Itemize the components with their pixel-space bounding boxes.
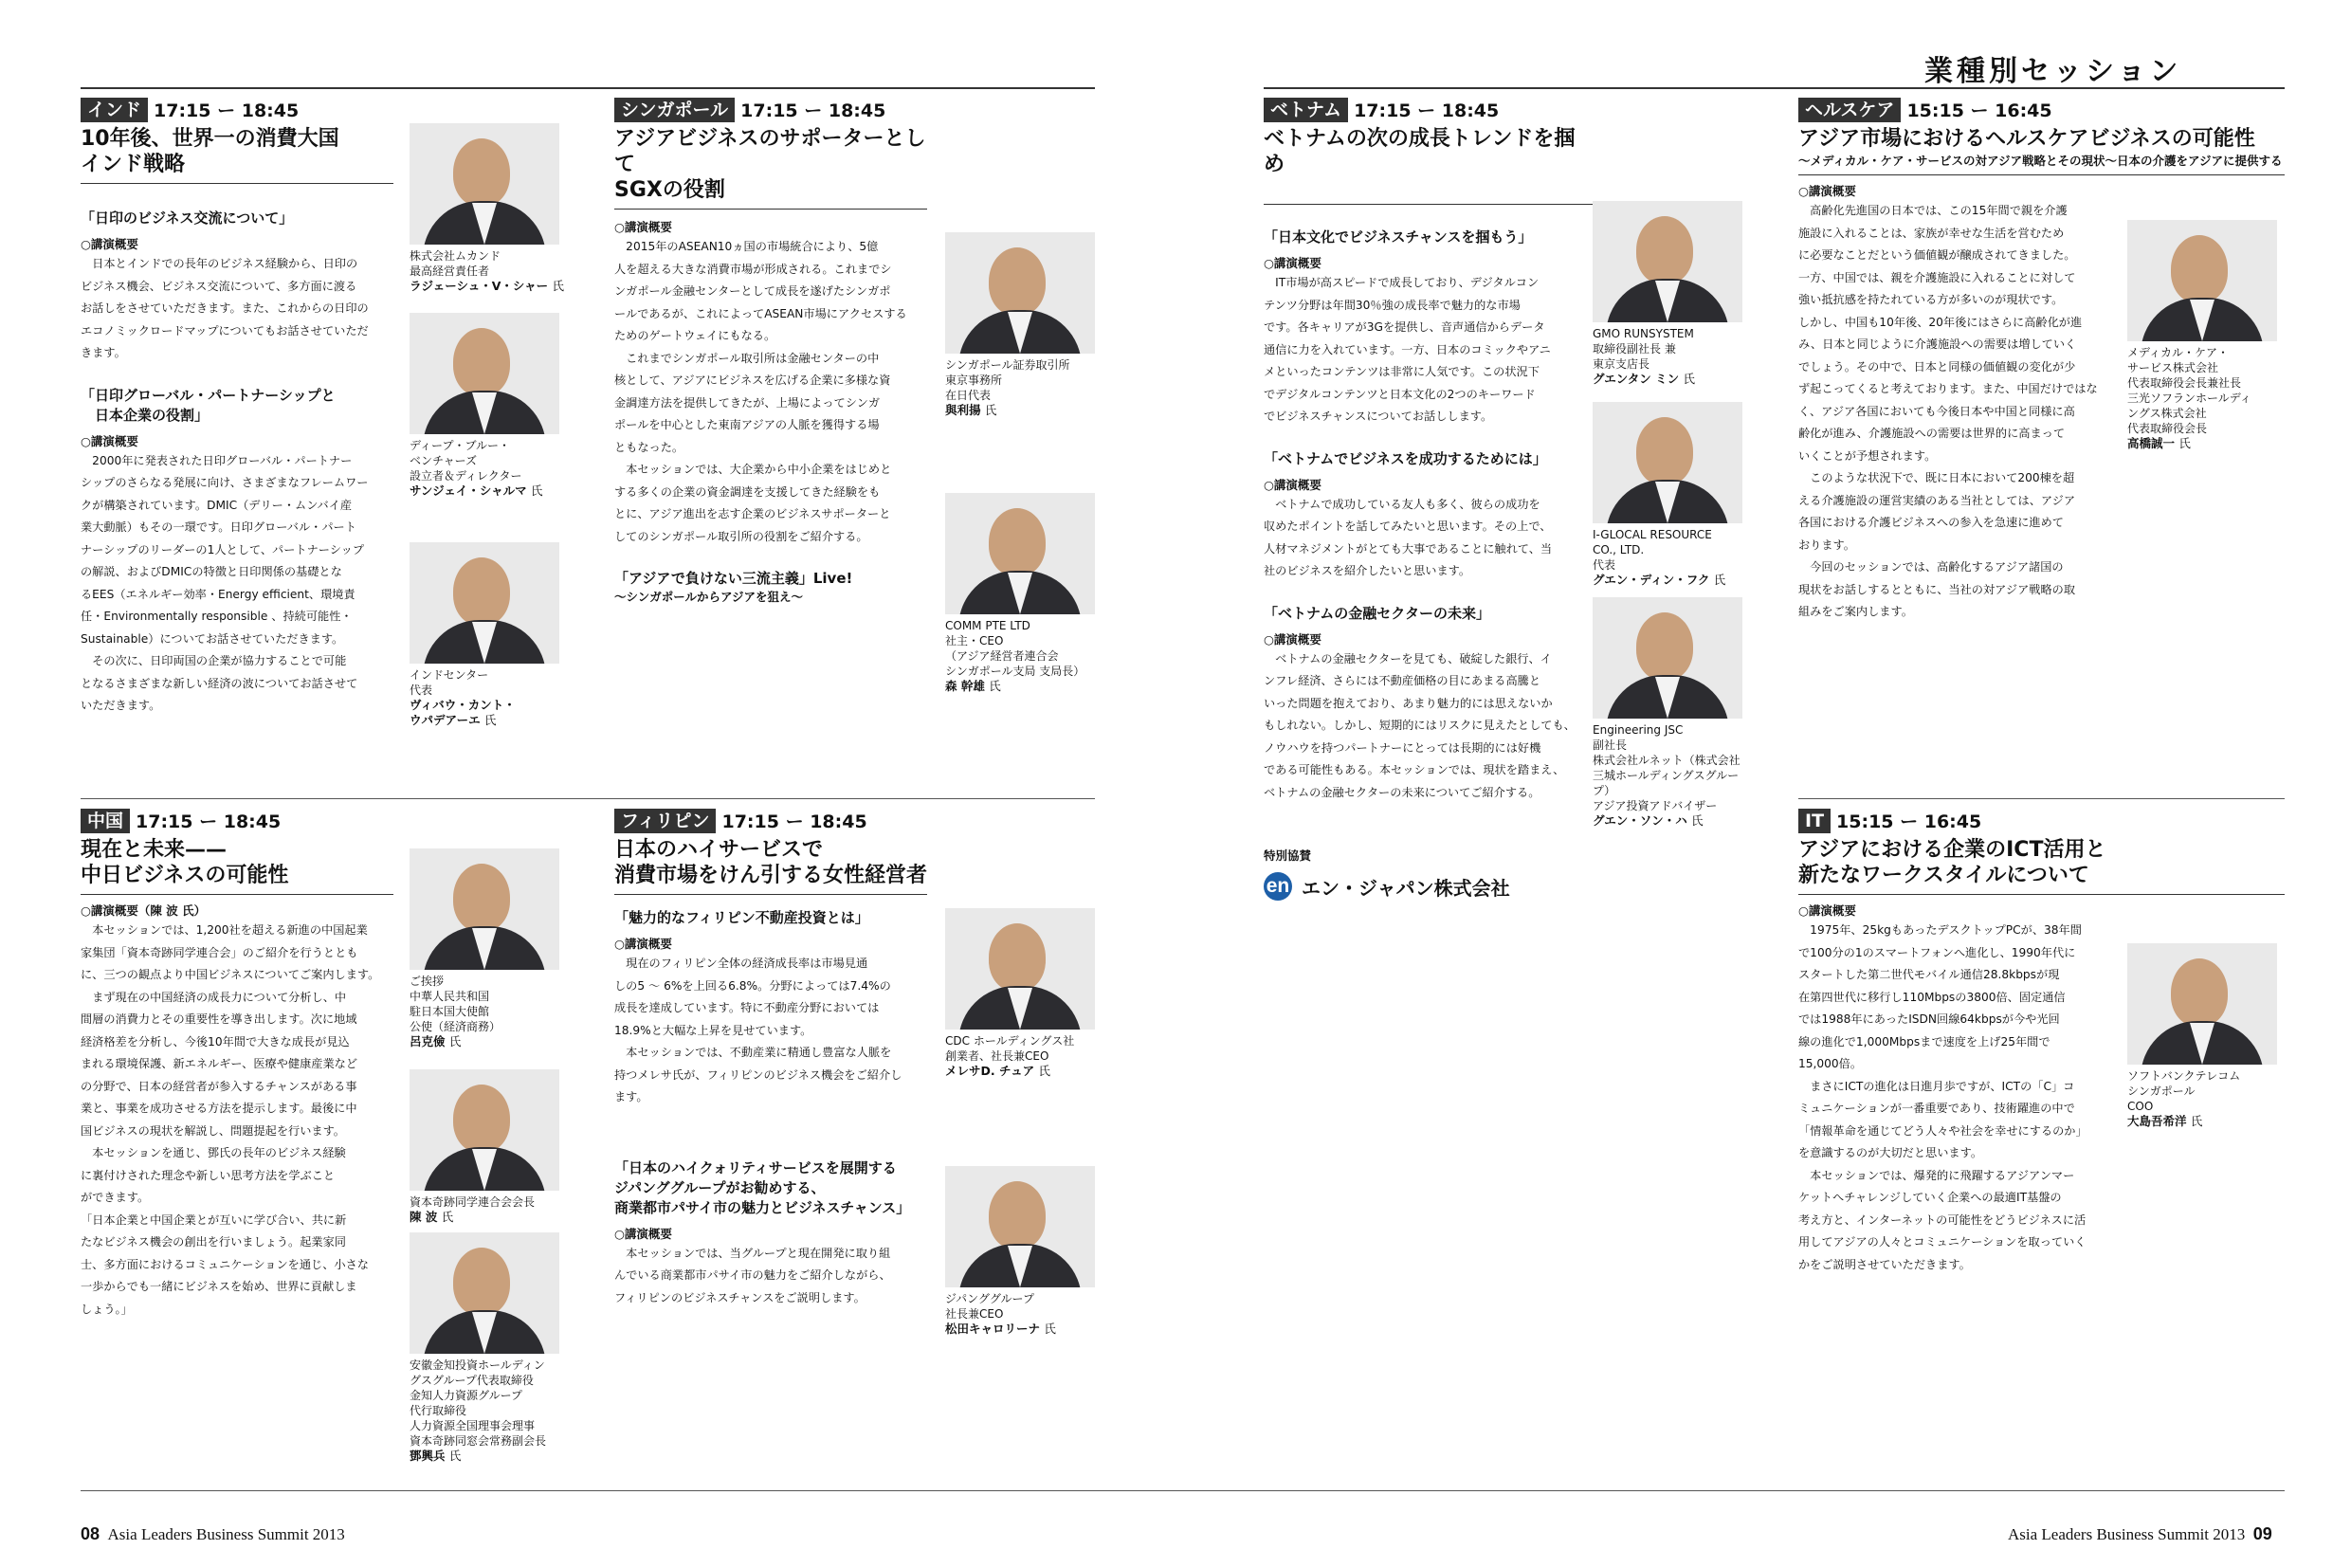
speaker-card [2127, 943, 2288, 1129]
session-time: 17:15 ー 18:45 [721, 811, 867, 832]
session-time: 17:15 ー 18:45 [136, 811, 282, 832]
speaker-affiliation: ご挨拶 中華人民共和国 駐日本国大使館 公使（経済商務） [410, 975, 501, 1033]
speaker-affiliation: 株式会社ムカンド 最高経営責任者 [410, 249, 501, 278]
speaker-photo [945, 1166, 1095, 1287]
talk-text: 1975年、25kgもあったデスクトップPCが、38年間 で100分の1のスマートフォンへ進化し、1990年代に スタートした第二世代モバイル通信28.8kbpsが現 在第四世代に移行し110Mbpsの3800倍、固定通信 では1988年にあったISDN回線64kbpsが今や光回 線の進化で1,000Mbpsまで速度を上げ25年間で 15,000倍。 まさにICTの進化は日進月歩ですが、ICTの「C」コ ミュニケーションが一番重要であり、技術躍進の中で 「情報革命を通じてどう人々や社会を幸せにするのか」 を意識するのが大切だと思います。 本セッションでは、爆発的に飛躍するアジアンマー ケットへチャレンジしていく企業への最適IT基盤の 考え方と、インターネットの可能性をどうビジネスに活 用してアジアの人々とコミュニケーションを取っていく かをご説明させていただきます。 [1798, 923, 2087, 1271]
speaker-name: 松田キャロリーナ [945, 1322, 1041, 1336]
talk-text: 2015年のASEAN10ヵ国の市場統合により、5億 人を超える大きな消費市場が形成される。これまでシ ンガポール金融センターとして成長を遂げたシンガポ ールであるが、これによってASEAN市場にアクセスする ためのゲートウェイにもなる。 これまでシンガポール取引所は金融センターの中 核として、アジアにビジネスを広げる企業に多様な資 金調達方法を提供してきたが、上場によってシンガ ポールを中心とした東南アジアの人脈を獲得する場 ともなった。 本セッションでは、大企業から中小企業をはじめと する多くの企業の資金調達を支援してきた経験をも とに、アジア進出を志す企業のビジネスサポーターと してのシンガポール取引所の役割をご紹介する。 [614, 240, 907, 543]
bottom-rule-right [1798, 1490, 2285, 1491]
session-tag: IT [1798, 809, 1831, 833]
speaker-name: ヴィバウ・カント・ ウパデアーエ [410, 698, 516, 727]
session-time: 17:15 ー 18:45 [740, 100, 886, 121]
speaker-affiliation: COMM PTE LTD 社主・CEO （アジア経営者連合会 シンガポール支局 支局長） [945, 619, 1085, 678]
talk-text: 高齢化先進国の日本では、この15年間で親を介護 施設に入れることは、家族が幸せな生活を営むため に必要なことだという価値観が醸成されてきました。 一方、中国では、親を介護施設に入れることに対して 強い抵抗感を持たれている方が多いのが現状です。 しかし、中国も10年後、20年後にはさらに高齢化が進 み、日本と同じように介護施設への需要は増していく でしょう。その中で、日本と同様の価値観の変化が少 ず起こってくると考えております。また、中国だけではな く、アジア各国においても今後日本や中国と同様に高 齢化が進み、介護施設への需要は世界的に高まって いくことが予想されます。 このような状況下で、既に日本において200棟を超 える介護施設の運営実績のある当社としては、アジア 各国における介護ビジネスへの参入を急速に進めて おります。 今回のセッションでは、高齢化するアジア諸国の 現状をお話しするとともに、当社の対アジア戦略の取 組みをご案内します。 [1798, 204, 2098, 618]
session-china [81, 808, 393, 1321]
speaker-photo [410, 313, 559, 434]
speaker-affiliation: GMO RUNSYSTEM 取締役副社長 兼 東京支店長 [1593, 327, 1694, 371]
speaker-card [410, 848, 571, 1049]
speaker-name: サンジェイ・シャルマ [410, 483, 527, 498]
talk-label: ○講演概要 [1798, 184, 1856, 198]
speaker-card [945, 1166, 1106, 1337]
talk-text: 日本とインドでの長年のビジネス経験から、日印の ビジネス機会、ビジネス交流について、多方面に渡る お話しをさせていただきます。また、これからの日印の エコノミックロードマップについてもお話させていただ きます。 [81, 257, 369, 359]
talk-label: ○講演概要 [1264, 631, 1321, 647]
speaker-card [1593, 597, 1754, 829]
speaker-affiliation: CDC ホールディングス社 創業者、社長兼CEO [945, 1034, 1075, 1063]
session-philippines [614, 808, 927, 1309]
speaker-photo [410, 1069, 559, 1191]
session-time: 15:15 ー 16:45 [1836, 811, 1982, 832]
speaker-honorific: 氏 [1683, 372, 1695, 386]
talk-text: ベトナムの金融セクターを見ても、破綻した銀行、イ ンフレ経済、さらには不動産価格の目にあまる高騰と いった問題を抱えており、あまり魅力的には思えないか もしれない。しかし、短期的にはリスクに見えたとしても、 ノウハウを持つパートナーにとっては長期的には好機 である可能性もある。本セッションでは、現状を踏まえ、 ベトナムの金融セクターの未来についてご紹介する。 [1264, 651, 1576, 799]
session-title: 現在と未来—— 中日ビジネスの可能性 [81, 838, 289, 887]
speaker-photo [410, 848, 559, 970]
title-underline [1798, 894, 2285, 895]
speaker-photo [410, 542, 559, 664]
speaker-honorific: 氏 [1691, 813, 1704, 828]
speaker-card [410, 313, 571, 499]
en-logo-icon [1264, 872, 1294, 901]
speaker-name: グエンタン ミン [1593, 372, 1680, 386]
speaker-photo [1593, 402, 1742, 523]
speaker-affiliation: 資本奇跡同学連合会会長 [410, 1195, 536, 1209]
speaker-card [1593, 402, 1754, 588]
session-title: 10年後、世界一の消費大国 インド戦略 [81, 127, 339, 176]
speaker-honorific: 氏 [1044, 1322, 1056, 1336]
footer-title-right: Asia Leaders Business Summit 2013 [2008, 1525, 2246, 1543]
speaker-affiliation: 安徽金知投資ホールディン グスグループ代表取締役 金知人力資源グループ 代行取締役 人力資源全国理事会理事 資本奇跡同窓会常務副会長 [410, 1358, 547, 1448]
speaker-card [410, 1069, 571, 1225]
speaker-affiliation: ソフトバンクテレコム シンガポール COO [2127, 1069, 2241, 1113]
speaker-photo [945, 232, 1095, 354]
speaker-card [410, 1232, 575, 1464]
speaker-affiliation: ディープ・ブルー・ ベンチャーズ 設立者＆ディレクター [410, 439, 522, 483]
session-subtitle: 〜メディカル・ケア・サービスの対アジア戦略とその現状〜日本の介護をアジアに提供する [1798, 154, 2283, 168]
speaker-photo [1593, 597, 1742, 719]
session-singapore [614, 97, 927, 606]
speaker-photo [2127, 220, 2277, 341]
speaker-honorific: 氏 [2190, 1114, 2203, 1128]
speaker-affiliation: インドセンター 代表 [410, 668, 489, 697]
speaker-name: 鄧興兵 [410, 1449, 446, 1463]
speaker-honorific: 氏 [984, 403, 997, 417]
speaker-affiliation: シンガポール証券取引所 東京事務所 在日代表 [945, 358, 1070, 402]
title-underline [614, 894, 927, 895]
session-body [81, 903, 393, 1321]
session-body [1798, 903, 2111, 1276]
talk-text: 本セッションでは、1,200社を超える新進の中国起業 家集団「資本奇跡同学連合会」のご紹介を行うととも に、三つの観点より中国ビジネスについてご案内します。 まず現在の中国経済の成長力について分析し、中 間層の消費力とその重要性を導き出します。次に地域 経済格差を分析し、今後10年間で大きな成長が見込 まれる環境保護、新エネルギー、医療や健康産業など の分野で、日本の経営者が参入するチャンスがある事 業と、事業を成功させる方法を提示します。最後に中 国ビジネスの現状を解説し、問題提起を行います。 本セッションを通じ、鄧氏の長年のビジネス経験 に裏付けされた理念や新しい思考方法を学ぶこと ができます。 「日本企業と中国企業とが互いに学び合い、共に新 たなビジネス機会の創出を行いましょう。起業家同 士、多方面におけるコミュニケーションを通じ、小さな 一歩からでも一緒にビジネスを始め、世界に貢献しま しょう。」 [81, 923, 380, 1316]
talk-text: 現在のフィリピン全体の経済成長率は市場見通 しの5 〜 6%を上回る6.8%。分野によっては7.4%の 成長を達成しています。特に不動産分野においては 18.9%と大幅な上昇を見せています。 本セッションでは、不動産業に精通し豊富な人脈を 持つメレサ氏が、フィリピンのビジネス機会をご紹介し ます。 [614, 957, 902, 1103]
sponsor-logo [1264, 872, 1510, 901]
speaker-affiliation: Engineering JSC 副社長 株式会社ルネット（株式会社 三城ホールディングスグループ） アジア投資アドバイザー [1593, 723, 1740, 812]
session-tag: フィリピン [614, 809, 716, 833]
session-title: アジア市場におけるヘルスケアビジネスの可能性 [1798, 127, 2255, 151]
talk-label: ○講演概要 [81, 433, 138, 448]
speaker-card [410, 123, 571, 294]
talk-label: ○講演概要 [614, 937, 672, 951]
title-underline [81, 894, 393, 895]
speaker-photo [1593, 201, 1742, 322]
session-title: アジアビジネスのサポーターとして SGXの役割 [614, 127, 926, 202]
speaker-name: 呂克儉 [410, 1034, 446, 1048]
footer-title-left: Asia Leaders Business Summit 2013 [107, 1525, 345, 1543]
speaker-name: 高橋誠一 [2127, 436, 2176, 450]
speaker-honorific: 氏 [441, 1210, 454, 1224]
session-tag: シンガポール [614, 98, 735, 122]
talk-heading: 「ベトナムでビジネスを成功するためには」 [1264, 449, 1547, 467]
session-tag: 中国 [81, 809, 130, 833]
top-rule-left [81, 87, 1095, 89]
title-underline [81, 183, 393, 184]
session-title: 日本のハイサービスで 消費市場をけん引する女性経営者 [614, 838, 928, 887]
page-number-right: 09 [2252, 1524, 2272, 1543]
speaker-photo [2127, 943, 2277, 1065]
middle-rule-left [81, 798, 1095, 799]
speaker-name: 與利揚 [945, 403, 981, 417]
speaker-honorific: 氏 [1713, 573, 1726, 587]
sponsor-name: エン・ジャパン株式会社 [1302, 876, 1510, 900]
speaker-honorific: 氏 [1038, 1064, 1050, 1078]
title-underline [1798, 174, 2285, 175]
session-body [81, 209, 393, 718]
session-time: 15:15 ー 16:45 [1906, 100, 2052, 121]
page-number-left: 08 [81, 1524, 100, 1543]
speaker-honorific: 氏 [484, 713, 497, 727]
speaker-affiliation: ジパンググループ 社長兼CEO [945, 1292, 1034, 1321]
talk-text: 2000年に発表された日印グローバル・パートナー シップのさらなる発展に向け、さまざまなフレームワー クが構築されています。DMIC（デリー・ムンバイ産 業大動脈）もその一環です。日印グローバル・パート ナーシップのリーダーの1人として、パートナーシップ の解説、およびDMICの特徴と日印関係の基礎とな るEES（エネルギー効率・Energy efficient、環境責 任・Environmentally responsible 、持続可能性・ Sustainable）についてお話させていただきます。 その次に、日印両国の企業が協力することで可能 となるさまざまな新しい経済の波についてお話させて いただきます。 [81, 453, 369, 712]
session-tag: ベトナム [1264, 98, 1348, 122]
session-tag: インド [81, 98, 148, 122]
speaker-name: 大島吾希洋 [2127, 1114, 2187, 1128]
talk-heading: 「アジアで負けない三流主義」Live! [614, 570, 853, 587]
speaker-photo [945, 493, 1095, 614]
speaker-name: メレサD. チュア [945, 1064, 1035, 1078]
page-heading: 業種別セッション [1924, 55, 2182, 88]
talk-text: IT市場が高スピードで成長しており、デジタルコン テンツ分野は年間30％強の成長率で魅力的な市場 です。各キャリアが3Gを提供し、音声通信からデータ 通信に力を入れています。一方、日本のコミックやアニ メといったコンテンツは非常に人気です。この状況下 でデジタルコンテンツと日本文化の2つのキーワード でビジネスチャンスについてお話しします。 [1264, 276, 1551, 423]
middle-rule-right [1798, 798, 2285, 799]
talk-heading: 「ベトナムの金融セクターの未来」 [1264, 604, 1490, 622]
speaker-honorific: 氏 [552, 279, 565, 293]
speaker-photo [410, 123, 559, 245]
talk-heading: 「日印のビジネス交流について」 [81, 210, 294, 227]
session-body [614, 908, 927, 1309]
speaker-name: ラジェーシュ・V・シャー [410, 279, 549, 293]
session-body [614, 219, 927, 606]
speaker-card [410, 542, 571, 728]
session-body [1798, 183, 2111, 624]
talk-label: ○講演概要 [81, 237, 138, 251]
session-title: アジアにおける企業のICT活用と 新たなワークスタイルについて [1798, 838, 2106, 887]
speaker-card [945, 908, 1106, 1079]
speaker-card [945, 232, 1106, 418]
top-rule-right [1264, 87, 1813, 89]
speaker-affiliation: メディカル・ケア・ サービス株式会社 代表取締役会長兼社長 三光ソフランホールディ ングス株式会社 代表取締役会長 [2127, 346, 2251, 435]
talk-heading: 「日印グローバル・パートナーシップと 日本企業の役割」 [81, 386, 336, 424]
speaker-name: 陳 波 [410, 1210, 438, 1224]
session-time: 17:15 ー 18:45 [1354, 100, 1500, 121]
session-tag: ヘルスケア [1798, 98, 1901, 122]
speaker-photo [945, 908, 1095, 1030]
talk-heading: 「日本のハイクォリティサービスを展開する ジパンググループがお勧めする、 商業都市パサイ市の魅力とビジネスチャンス」 [614, 1158, 911, 1216]
talk-label: ○講演概要 [1798, 903, 1856, 918]
footer-left [81, 1524, 345, 1544]
speaker-honorific: 氏 [448, 1034, 462, 1048]
speaker-honorific: 氏 [530, 483, 543, 498]
speaker-name: 森 幹雄 [945, 679, 985, 693]
speaker-card [1593, 201, 1754, 387]
speaker-honorific: 氏 [989, 679, 1001, 693]
speaker-honorific: 氏 [448, 1449, 462, 1463]
session-vietnam [1264, 97, 1576, 804]
talk-label: ○講演概要 [1264, 477, 1321, 492]
en-logo-letters: en [1264, 872, 1292, 901]
talk-heading: 「日本文化でビジネスチャンスを掴もう」 [1264, 228, 1533, 246]
session-body [1264, 228, 1576, 804]
bottom-rule-left [81, 1490, 1820, 1491]
talk-text: ベトナムで成功している友人も多く、彼らの成功を 収めたポイントを話してみたいと思います。その上で、 人材マネジメントがとても大事であることに触れて、当 社のビジネスを紹介したいと思います。 [1264, 497, 1553, 577]
speaker-name: グエン・ソン・ハ [1593, 813, 1687, 828]
talk-heading: 「魅力的なフィリピン不動産投資とは」 [614, 909, 869, 926]
talk-label: ○講演概要 [614, 220, 672, 234]
top-rule-heading [1798, 87, 2285, 89]
session-time: 17:15 ー 18:45 [154, 100, 300, 121]
talk-label: ○講演概要 [614, 1226, 672, 1241]
title-underline [614, 209, 927, 210]
speaker-card [2127, 220, 2288, 451]
speaker-photo [410, 1232, 559, 1354]
speaker-affiliation: I-GLOCAL RESOURCE CO., LTD. 代表 [1593, 528, 1712, 572]
speaker-card [945, 493, 1106, 694]
session-india [81, 97, 393, 718]
sponsor-label: 特別協賛 [1264, 848, 1312, 863]
talk-text: 本セッションでは、当グループと現在開発に取り組 んでいる商業都市パサイ市の魅力をご紹介しながら、 フィリピンのビジネスチャンスをご説明します。 [614, 1246, 891, 1304]
footer-right [2008, 1524, 2272, 1544]
talk-label: ○講演概要 [1264, 256, 1321, 270]
session-title: ベトナムの次の成長トレンドを掴め [1264, 127, 1576, 176]
speaker-name: グエン・ディン・フク [1593, 573, 1710, 587]
talk-subheading: 〜シンガポールからアジアを狙え〜 [614, 590, 803, 604]
talk-label: ○講演概要（陳 波 氏） [81, 903, 207, 918]
speaker-honorific: 氏 [2178, 436, 2191, 450]
